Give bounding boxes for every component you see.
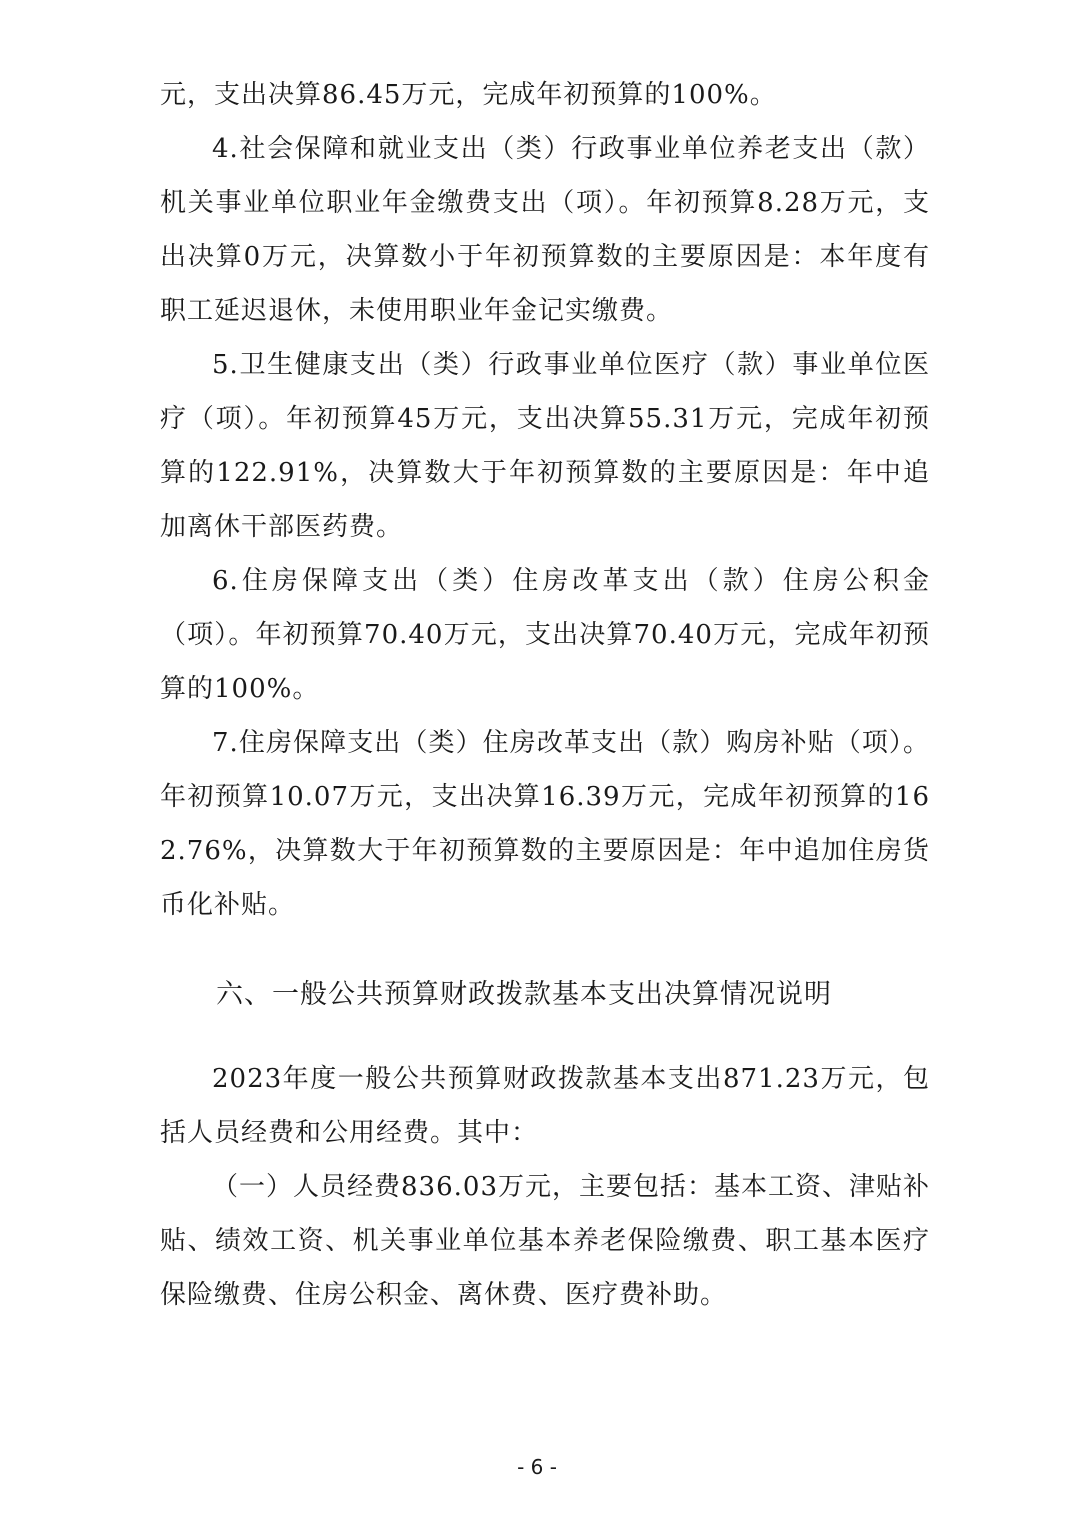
page-content — [160, 68, 930, 1322]
section-heading: 六、一般公共预算财政拨款基本支出决算情况说明 — [216, 979, 832, 1010]
page-number: - 6 - — [517, 1455, 557, 1479]
paragraph-item-6: 6.住房保障支出（类）住房改革支出（款）住房公积金（项）。年初预算70.40万元，支出决算70.40万元，完成年初预算的100%。 — [160, 566, 930, 704]
paragraph-basic-expenditure: 2023年度一般公共预算财政拨款基本支出871.23万元，包括人员经费和公用经费。其中： — [160, 1064, 930, 1148]
paragraph-item-7: 7.住房保障支出（类）住房改革支出（款）购房补贴（项）。年初预算10.07万元，支出决算16.39万元，完成年初预算的162.76%，决算数大于年初预算数的主要原因是：年中追加住房货币化补贴。 — [160, 728, 930, 920]
paragraph-item-5: 5.卫生健康支出（类）行政事业单位医疗（款）事业单位医疗（项）。年初预算45万元，支出决算55.31万元，完成年初预算的122.91%，决算数大于年初预算数的主要原因是：年中追加离休干部医药费。 — [160, 350, 930, 542]
paragraph-personnel-expenses: （一）人员经费836.03万元，主要包括：基本工资、津贴补贴、绩效工资、机关事业单位基本养老保险缴费、职工基本医疗保险缴费、住房公积金、离休费、医疗费补助。 — [160, 1172, 930, 1310]
paragraph-continuation: 元，支出决算86.45万元，完成年初预算的100%。 — [160, 80, 777, 110]
paragraph-item-4: 4.社会保障和就业支出（类）行政事业单位养老支出（款）机关事业单位职业年金缴费支出（项）。年初预算8.28万元，支出决算0万元，决算数小于年初预算数的主要原因是：本年度有职工延迟退休，未使用职业年金记实缴费。 — [160, 134, 930, 326]
